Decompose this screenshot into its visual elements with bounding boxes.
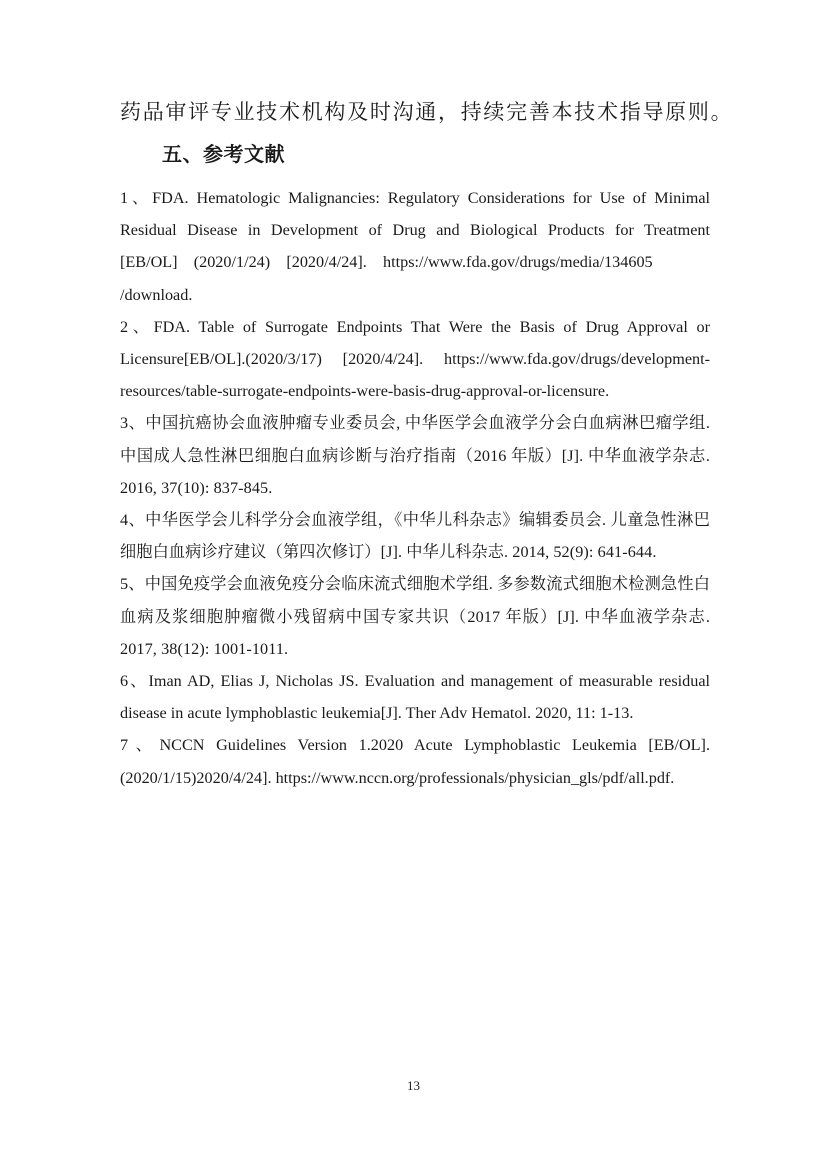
reference-item-4	[120, 504, 710, 568]
carryover-paragraph: 药品审评专业技术机构及时沟通，持续完善本技术指导原则。	[120, 100, 732, 124]
reference-number-5: 5、	[120, 575, 145, 594]
reference-text-2: FDA. Table of Surrogate Endpoints That Were the Basis of Drug Approval or Licensure[EB/OL].(2020/3/17) [2020/4/24]. https://www.fda.gov/drugs/development-resources/table-surrogate-endpoints-were-basis-drug-approval-or-licensure.	[120, 317, 710, 401]
reference-item-2	[120, 311, 710, 408]
reference-item-3	[120, 407, 710, 504]
page-content	[120, 92, 732, 794]
page-number: 13	[407, 1078, 420, 1093]
reference-item-1	[120, 182, 710, 311]
reference-item-6	[120, 665, 710, 729]
reference-list	[120, 182, 710, 794]
reference-text-3: 中国抗癌协会血液肿瘤专业委员会, 中华医学会血液学分会白血病淋巴瘤学组. 中国成人急性淋巴细胞白血病诊断与治疗指南（2016 年版）[J]. 中华血液学杂志. 2016, 37(10): 837-845.	[120, 414, 710, 497]
reference-number-2: 2、	[120, 317, 154, 336]
reference-number-1: 1、	[120, 189, 153, 207]
reference-text-7: NCCN Guidelines Version 1.2020 Acute Lymphoblastic Leukemia [EB/OL]. (2020/1/15)2020/4/24]. https://www.nccn.org/professionals/physician_gls/pdf/all.pdf.	[120, 736, 710, 787]
reference-text-1: FDA. Hematologic Malignancies: Regulatory Considerations for Use of Minimal Residual Disease in Development of Drug and Biological Products for Treatment [EB/OL] (2020/1/24) [2020/4/24]. https://www.fda.gov/drugs/media/134605 /download.	[120, 189, 711, 304]
reference-item-7	[120, 729, 710, 793]
reference-number-7: 7、	[120, 736, 160, 755]
reference-text-6: Iman AD, Elias J, Nicholas JS. Evaluation and management of measurable residual disease in acute lymphoblastic leukemia[J]. Ther Adv Hematol. 2020, 11: 1-13.	[120, 672, 711, 723]
reference-text-4: 中华医学会儿科学分会血液学组，《中华儿科杂志》编辑委员会. 儿童急性淋巴细胞白血病诊疗建议（第四次修订）[J]. 中华儿科杂志. 2014, 52(9): 641-644.	[120, 511, 710, 562]
reference-item-5	[120, 568, 710, 665]
reference-number-3: 3、	[120, 414, 146, 433]
reference-number-4: 4、	[120, 511, 146, 530]
section-heading-references: 五、参考文献	[162, 144, 285, 166]
reference-number-6: 6、	[120, 672, 149, 691]
reference-text-5: 中国免疫学会血液免疫分会临床流式细胞术学组. 多参数流式细胞术检测急性白血病及浆细胞肿瘤微小残留病中国专家共识（2017 年版）[J]. 中华血液学杂志. 2017, 38(12): 1001-1011.	[120, 575, 710, 658]
